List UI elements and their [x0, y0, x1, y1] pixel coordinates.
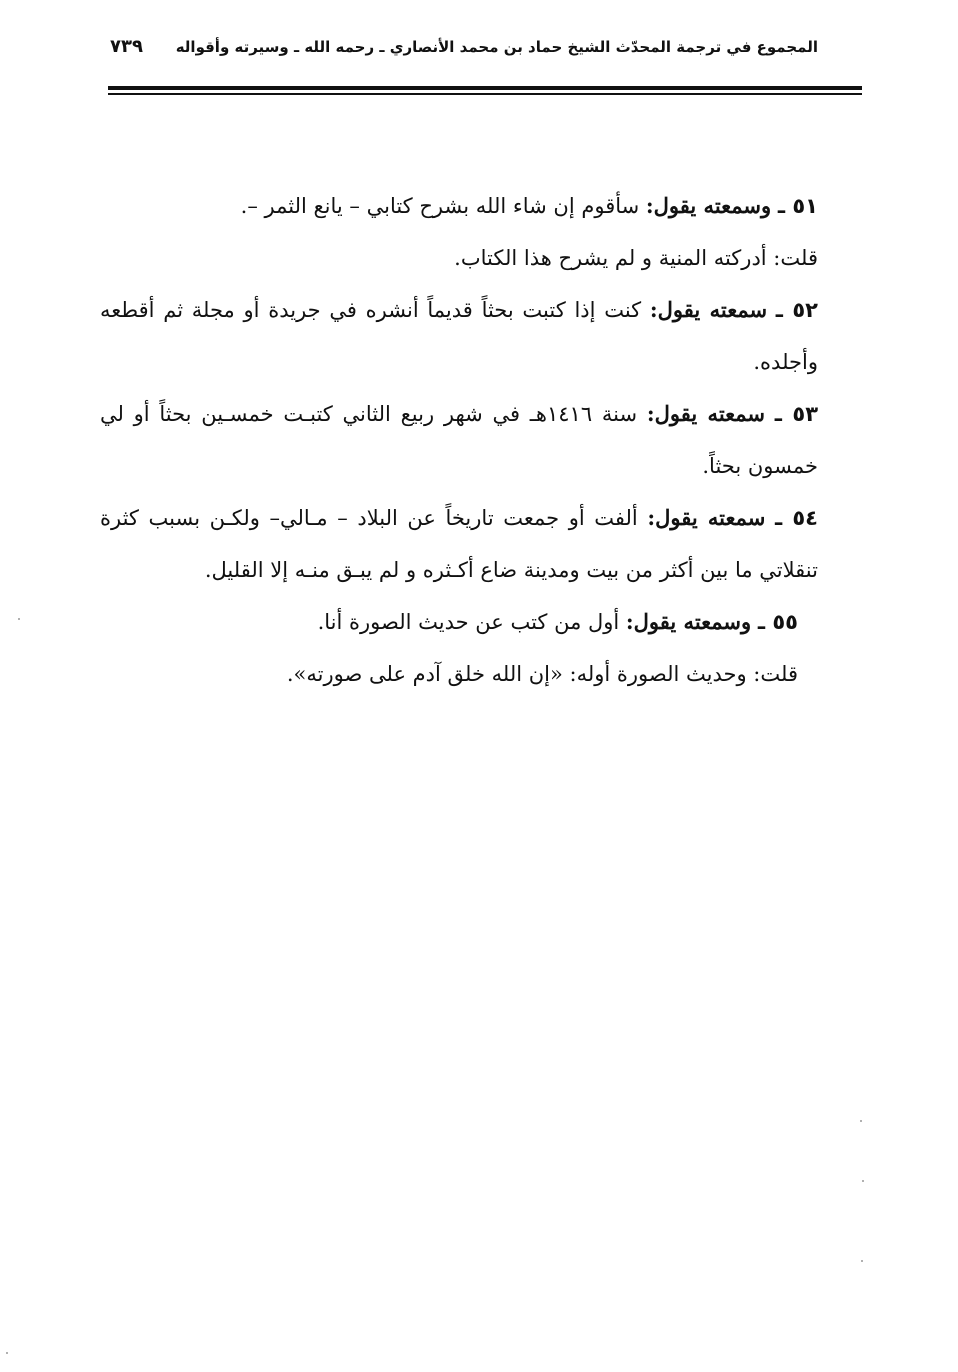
entry-number: ٥٢ ـ: [775, 298, 818, 322]
entry-text: ألفت أو جمعت تاريخاً عن البلاد – مـالي– ولكـن بسبب كثرة تنقلاتي ما بين أكثر من بيت ومدينة ضاع أكـثره و لم يبـق منـه إلا القليل.: [100, 506, 818, 582]
entry-51: [100, 180, 818, 232]
entry-note: قلت: أدركته المنية و لم يشرح هذا الكتاب.: [454, 246, 818, 270]
page-body: [100, 180, 818, 700]
entry-number: ٥٥ ـ: [757, 610, 798, 634]
entry-number: ٥٣ ـ: [774, 402, 819, 426]
scan-speck: [860, 1120, 862, 1122]
scan-speck: [6, 1352, 8, 1354]
entry-54: [100, 492, 818, 596]
entry-note: قلت: وحديث الصورة أوله: «إن الله خلق آدم على صورته».: [286, 662, 798, 686]
entry-text: كنت إذا كتبت بحثاً قديماً أنشره في جريدة أو مجلة ثم أقطعه وأجلده.: [100, 298, 818, 374]
entry-55: [100, 596, 818, 648]
entry-lead: وسمعته يقول:: [645, 193, 772, 218]
entry-number: ٥٤ ـ: [774, 506, 818, 530]
scan-speck: [862, 1180, 864, 1182]
entry-52: [100, 284, 818, 388]
header-rule-thin: [108, 93, 862, 95]
entry-53: [100, 388, 818, 492]
scan-speck: [861, 1260, 863, 1262]
entry-lead: سمعته يقول:: [647, 505, 766, 530]
entry-number: ٥١ ـ: [777, 194, 818, 218]
entry-text: سأقوم إن شاء الله بشرح كتابي – يانع الثمر –.: [240, 194, 640, 218]
header-title: المجموع في ترجمة المحدّث الشيخ حماد بن محمد الأنصاري ـ رحمه الله ـ وسيرته وأقواله: [175, 38, 818, 56]
running-header: [100, 30, 818, 70]
page-number: ٧٣٩: [110, 36, 143, 57]
entry-lead: وسمعته يقول:: [625, 609, 752, 634]
entry-text: أول من كتب عن حديث الصورة أنا.: [317, 610, 620, 634]
header-rule-thick: [108, 86, 862, 90]
scan-speck: [18, 618, 20, 620]
entry-text: سنة ١٤١٦هـ في شهر ربيع الثاني كتبـت خمسـين بحثاً أو لي خمسون بحثاً.: [100, 402, 818, 478]
entry-lead: سمعته يقول:: [649, 297, 768, 322]
entry-lead: سمعته يقول:: [646, 401, 766, 426]
